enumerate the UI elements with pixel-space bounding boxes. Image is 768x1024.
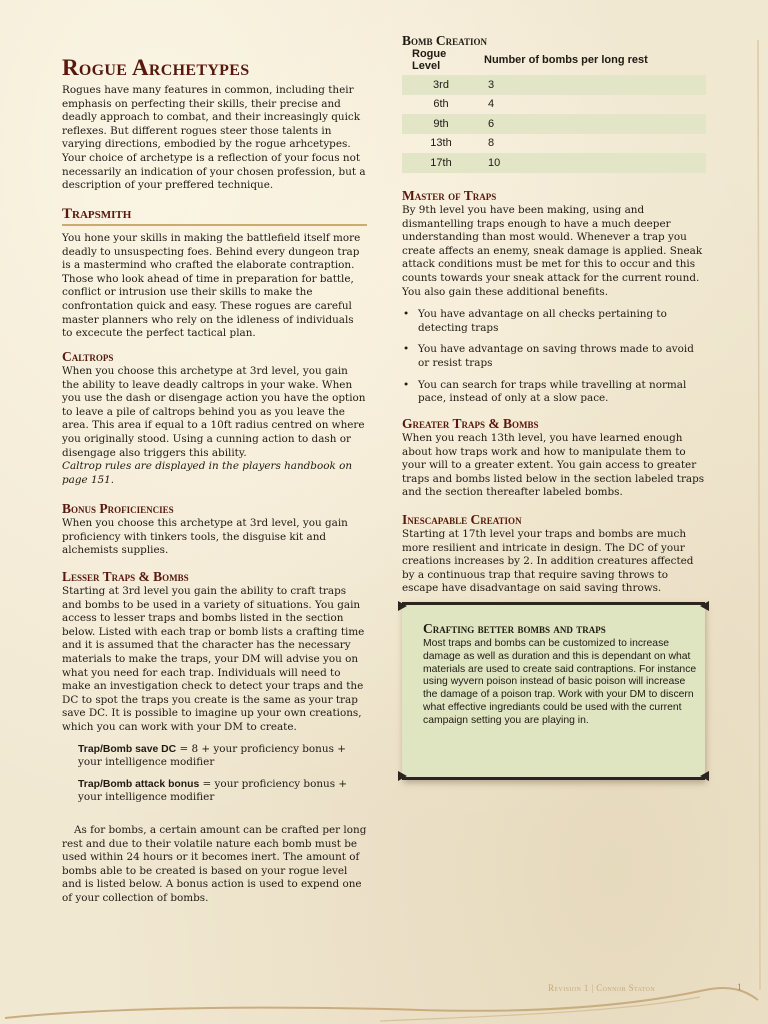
table-cell-level: 13th <box>430 137 452 150</box>
lesser-paragraph: Starting at 3rd level you gain the ability to craft traps and bombs to be used in a variety of situations. You gain access to lesser traps and bombs listed in the section below. Listed with each trap or bomb lists a crafting time and it is assumed that the character has the necessary materials to make the traps, your DM will advise you on what you need for each trap. Individuals will need to make an investigation check to detect your traps and the DC to spot the traps you create is the same as your trap save DC. It is possible to imagine up your own creations, which you can work with your DM to create. <box>62 585 365 733</box>
attack-bonus-text: = your proficiency bonus + your intelligence modifier <box>78 777 348 804</box>
col-rogue-level: Rogue Level <box>412 48 447 72</box>
table-row <box>402 95 706 115</box>
caltrops-section <box>62 349 367 487</box>
greater-section <box>402 416 707 500</box>
bonus-heading: Bonus Proficiencies <box>62 501 174 516</box>
caltrops-note: Caltrop rules are displayed in the players handbook on page 151. <box>62 460 353 486</box>
inescapable-paragraph: Starting at 17th level your traps and bombs are much more resilient and intricate in design. The DC of your creations increases by 2. In addition creatures affected by a continuous trap that require saving throws to escape have disadvantage on said saving throws. <box>402 528 694 595</box>
corner-ornament <box>398 771 407 781</box>
page-number: 1 <box>737 983 742 993</box>
trapsmith-section <box>62 205 367 341</box>
inescapable-heading: Inescapable Creation <box>402 512 522 527</box>
trapsmith-paragraph: You hone your skills in making the battlefield itself more deadly to unsuspecting foes. Behind every dungeon trap is a mastermind who crafted the elaborate contraption. Those who look ahead of time in preparation for battle, conflict or intrusion use their skills to make the confrontation quick and easy. These rogues are careful master planners who rely on the idleness of individuals to excecute the perfect tactical plan. <box>62 232 361 340</box>
save-dc-formula <box>62 743 367 770</box>
list-item: • You can search for traps while travelling at normal pace, instead of only at a slow pace. <box>418 379 707 406</box>
master-section <box>402 188 707 414</box>
lesser-section <box>62 569 367 905</box>
table-cell-count: 4 <box>488 98 495 111</box>
intro-paragraph: Rogues have many features in common, including their emphasis on perfecting their skills, their precise and deadly approach to combat, and their increasingly quick reflexes. But different rogues steer those talents in varying directions, embodied by the rogue arhcetypes. Your choice of archetype is a reflection of your focus not necessarily an indication of your chosen profession, but a description of your preffered technique. <box>62 84 366 192</box>
attack-bonus-formula <box>62 778 367 805</box>
table-row <box>402 153 706 173</box>
caltrops-paragraph: When you choose this archetype at 3rd level, you gain the ability to leave deadly caltrops in your wake. When you use the dash or disengage action you have the option to leave a pile of caltrops behind you as you leave the area. This area if equal to a 10ft radius centred on where you originally stood. Using a cunning action to dash or disengage also triggers this ability. <box>62 365 366 459</box>
corner-ornament <box>398 601 407 611</box>
note-heading: Crafting better bombs and traps <box>423 621 606 636</box>
table-cell-level: 9th <box>402 114 480 134</box>
save-dc-text: = 8 + your proficiency bonus + your intelligence modifier <box>78 742 346 769</box>
corner-ornament <box>700 771 709 781</box>
bonus-section <box>62 501 367 558</box>
bomb-creation-table <box>402 48 706 173</box>
note-paragraph: Most traps and bombs can be customized to increase damage as well as duration and this is dependant on what materials are used to create said contraptions. For instance using wyvern poison instead of basic poison will increase the damage of a poison trap. Work with your DM to discern what effective ingrediants could be used with the current campaign setting you are playing in. <box>423 638 697 726</box>
list-item: • You have advantage on saving throws made to avoid or resist traps <box>418 343 707 370</box>
greater-paragraph: When you reach 13th level, you have learned enough about how traps work and how to manipulate them to your will to a greater extent. You gain access to greater traps and bombs listed below in the section labeled traps and the section thereafter labeled bombs. <box>402 432 705 499</box>
caltrops-heading: Caltrops <box>62 349 114 364</box>
master-benefits-list <box>402 308 707 406</box>
table-cell-count: 6 <box>480 114 706 134</box>
lesser-heading: Lesser Traps & Bombs <box>62 569 189 584</box>
bombs-paragraph: As for bombs, a certain amount can be crafted per long rest and due to their volatile nature each bomb must be used within 24 hours or it becomes inert. The amount of bombs able to be created is based on your rogue level and is listed below. A bonus action is used to expend one of your collection of bombs. <box>62 823 367 904</box>
master-heading: Master of Traps <box>402 188 497 203</box>
table-cell-level: 17th <box>402 153 480 173</box>
sidebar-note-box <box>402 602 705 780</box>
table-cell-level: 6th <box>433 98 449 111</box>
table-row <box>402 134 706 154</box>
attack-bonus-label: Trap/Bomb attack bonus <box>78 778 200 790</box>
corner-ornament <box>700 601 709 611</box>
bonus-paragraph: When you choose this archetype at 3rd level, you gain proficiency with tinkers tools, the disguise kit and alchemists supplies. <box>62 517 348 557</box>
list-item: • You have advantage on all checks pertaining to detecting traps <box>418 308 707 335</box>
master-paragraph: By 9th level you have been making, using and dismantelling traps enough to have a much deeper understanding than most would. Whenever a trap you create affects an enemy, sneak damage is applied. Sneak attack conditions must be met for this to occur and this counts towards your sneak attack for the current round. You also gain these additional benefits. <box>402 204 703 298</box>
bomb-creation-section <box>402 33 707 173</box>
table-row <box>402 114 706 134</box>
inescapable-section <box>402 512 707 596</box>
table-cell-level: 3rd <box>402 75 480 95</box>
table-cell-count: 3 <box>480 75 706 95</box>
table-cell-count: 8 <box>488 137 495 150</box>
footer-credit: Revision 1 | Connor Staton <box>548 983 656 993</box>
bomb-creation-heading: Bomb Creation <box>402 33 487 48</box>
col-bomb-count: Number of bombs per long rest <box>484 54 648 66</box>
page-title: Rogue Archetypes <box>62 55 250 80</box>
trapsmith-heading: Trapsmith <box>62 205 367 226</box>
table-row <box>402 75 706 95</box>
save-dc-label: Trap/Bomb save DC <box>78 743 177 755</box>
table-cell-count: 10 <box>480 153 706 173</box>
table-header-row <box>402 48 706 75</box>
greater-heading: Greater Traps & Bombs <box>402 416 539 431</box>
